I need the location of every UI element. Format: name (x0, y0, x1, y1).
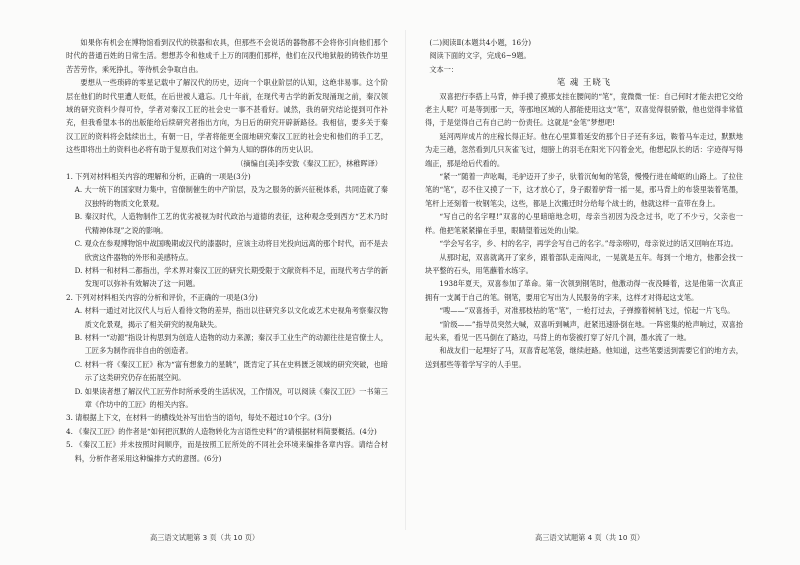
story-paragraph-1: 双喜把行李搭上马背，伸手摸了摸那支挂在腰间的“笔”，竟微微一怔：自己何时才能去把它交给老主人呢？可是等到那一天，等那地区域的人都能使用这支“笔”，双喜觉得很骄傲，他也觉得非常值得，于是觉得自己有自己的一份责任。这就是“金笔”梦想吧! (425, 91, 743, 128)
reading-instruction: 阅读下面的文字，完成6~9题。 (429, 51, 531, 61)
story-paragraph-6: 从那时起，双喜就离开了家乡，跟着部队走南闯北，一晃就是五年。每到一个地方，他都会找一块平整的石头，用笔蘸着水练字。 (425, 252, 743, 275)
question-2-stem: 2. 下列对材料相关内容的分析和评价，不正确的一项是(3分) (66, 292, 258, 302)
question-2-option-c: C. 材料一将《秦汉工匠》称为“富有想象力的星眺”，既肯定了其在史料匮乏领域的研究突破，也暗示了这类研究仍存在拓展空间。 (74, 359, 388, 383)
question-4: 4. 《秦汉工匠》的作者是“如何把沉默的人造物转化为言语性史料”的?请根据材料简要概括。(4分) (66, 426, 377, 436)
text-label: 文本一： (429, 64, 459, 74)
story-paragraph-10: 和战友们一起埋好了马，双喜背起笔袋，继续赶路。他知道，这些笔要送到需要它们的地方去，送到那些等着学写字的人手里。 (425, 346, 743, 369)
question-5: 5. 《秦汉工匠》并未按照时间顺序，而是按照工匠所处的不同社会环境来编排各章内容。请结合材料，分析作者采用这种编排方式的意图。(6分) (66, 440, 388, 463)
left-paragraph-2: 要想从一些琐碎的零星记载中了解汉代的历史，迈向一个职业阶层的认知，这绝非易事。这个阶层在他们的时代里遭人贬低，在后世被人遗忘。几十年前，在现代考古学的新发现涌现之前，秦汉领域的研究资料少得可怜，学者对秦汉工匠的社会史一事不甚看好。诚然，我的研究结论提到可作补充，但我希望本书的出版能给后续研究者指出方向，为日后的研究开辟新路径。我相信，要多关于秦汉工匠的资料将会陆续出土，有朝一日，学者将能更全面地研究秦汉工匠的社会史和他们的手工艺，这些即将出土的资料也必将有助于复原我们对这个鲜为人知的群体的历史认识。 (66, 78, 388, 155)
question-1-option-b: B. 秦汉时代，人造物制作工艺的优劣被视为时代政治与道德的表征，这种观念受到西方“艺术乃时代精神体现”之说的影响。 (74, 212, 388, 235)
question-2-option-d: D. 如果读者想了解汉代工匠劳作时所承受的生活状况，工作情况，可以阅读《秦汉工匠》一书第三章《作坊中的工匠》的相关内容。 (74, 386, 388, 409)
left-column (66, 36, 388, 535)
story-paragraph-7: 1938年夏天，双喜参加了革命。第一次领到钢笔时，他激动得一夜没睡着，这是他第一次真正拥有一支属于自己的笔。钢笔，要用它写出为人民服务的字来，这样才对得起这支笔。 (425, 279, 743, 302)
question-2-option-a: A. 材料一通过对比汉代人与后人看待文物的差异，指出以往研究多以文化或艺术史视角考察秦汉物质文化景观，揭示了相关研究的视角缺失。 (74, 306, 388, 329)
page-number-right: 高三语文试题第 4 页（共 10 页） (535, 533, 645, 542)
story-paragraph-2: 延河两岸成片的庄稼长得正好。他在心里算着延安的那个日子还有多远，鞍着马车走过，默默地为走三趟，忽然看到几只灰雀飞过，翅膀上的羽毛在阳光下闪着金光，他想起队长的话：字迹得写得端正，那是给后代看的。 (425, 131, 743, 168)
story-paragraph-5: “学会写名字，乡、村的名字，再学会写自己的名字。”母亲唠叨，母亲说过的话又回响在耳边。 (439, 239, 738, 249)
story-title: 笔 魂 王晓飞 (556, 77, 612, 88)
story-paragraph-9: “阶级——”指导员突然大喊，双喜听到喊声，赶紧迅速卧倒在地。一阵密集的枪声响过，双喜抬起头来，看见一匹马倒在了路边，马背上的布袋被打穿了好几个洞，墨水流了一地。 (425, 319, 743, 342)
story-paragraph-3: “紧一”随着一声吆喝，毛驴迈开了步子，驮着沉甸甸的笔袋，慢慢行进在崎岖的山路上。了拉住笔的“笔”，忍不住又摸了一下，这才放心了，身子跟着驴背一摇一晃，那马背上的布袋里装着笔墨，笔杆上还刻着一枚钢笔尖，这些，都是上次搬迁时分给每个战士的，他就这样一直带在身上。 (425, 172, 743, 208)
left-paragraph-1: 如果你有机会在博物馆看到汉代的铁器和农具，但那些不会说话的器物都不会将你引向他们那个时代的普通百姓的日常生活。想想苏令和他成千上万的同胞们那样，他们在汉代地狱般的铸铁作坊里苦苦劳作，乘死挣扎，等待机会争取自由。 (66, 38, 388, 74)
question-1-stem: 1. 下列对材料相关内容的理解和分析，正确的一项是(3分) (66, 172, 251, 182)
story-paragraph-4: “写自己的名字哩!”双喜的心里暗暗地念叨，母亲当初因为没念过书，吃了不少亏，父亲也一样。他把笔紧紧攥在手里，眼睛望着远处的山梁。 (425, 212, 743, 235)
question-1-option-a: A. 大一统下的国家财力集中，官僚制催生的中产阶层，及为之服务的新兴征税体系，共同造就了秦汉独特的物质文化景观。 (74, 185, 388, 208)
question-2-option-b: B. 材料一“动源”指设计构思到为创造人造物的动力来源；秦汉手工业生产的动源往往是官僚士人，工匠多为制作而非自由的创造者。 (74, 332, 388, 356)
section-heading: (二)阅读Ⅱ(本题共4小题，16分) (429, 38, 532, 47)
story-paragraph-8: “嗖——”双喜扬手，对准那枝枯的笔“笔”，一枪打过去，子弹擦着树梢飞过，惊起一片飞鸟。 (439, 306, 735, 316)
question-3: 3. 请根据上下文，在材料一的横线处补写出恰当的语句，每处不超过10个字。(3分) (66, 413, 332, 423)
page-number-left: 高三语文试题第 3 页（共 10 页） (150, 533, 260, 542)
source-citation: （摘编自[美]李安敦《秦汉工匠》，林稚晖译） (236, 158, 382, 168)
page-divider (405, 30, 406, 530)
question-1-option-d: D. 材料一和材料二都指出，学术界对秦汉工匠的研究长期受限于文献资料不足，而现代考古学的新发现可以弥补有效解决了这一问题。 (74, 265, 388, 289)
right-column (425, 36, 743, 535)
question-1-option-c: C. 观众在参观博物馆中战国晚期或汉代的漆器时，应该主动将目光投向远离的那个时代，而不是去欣赏这件器物的外形和美感特点。 (74, 239, 388, 262)
